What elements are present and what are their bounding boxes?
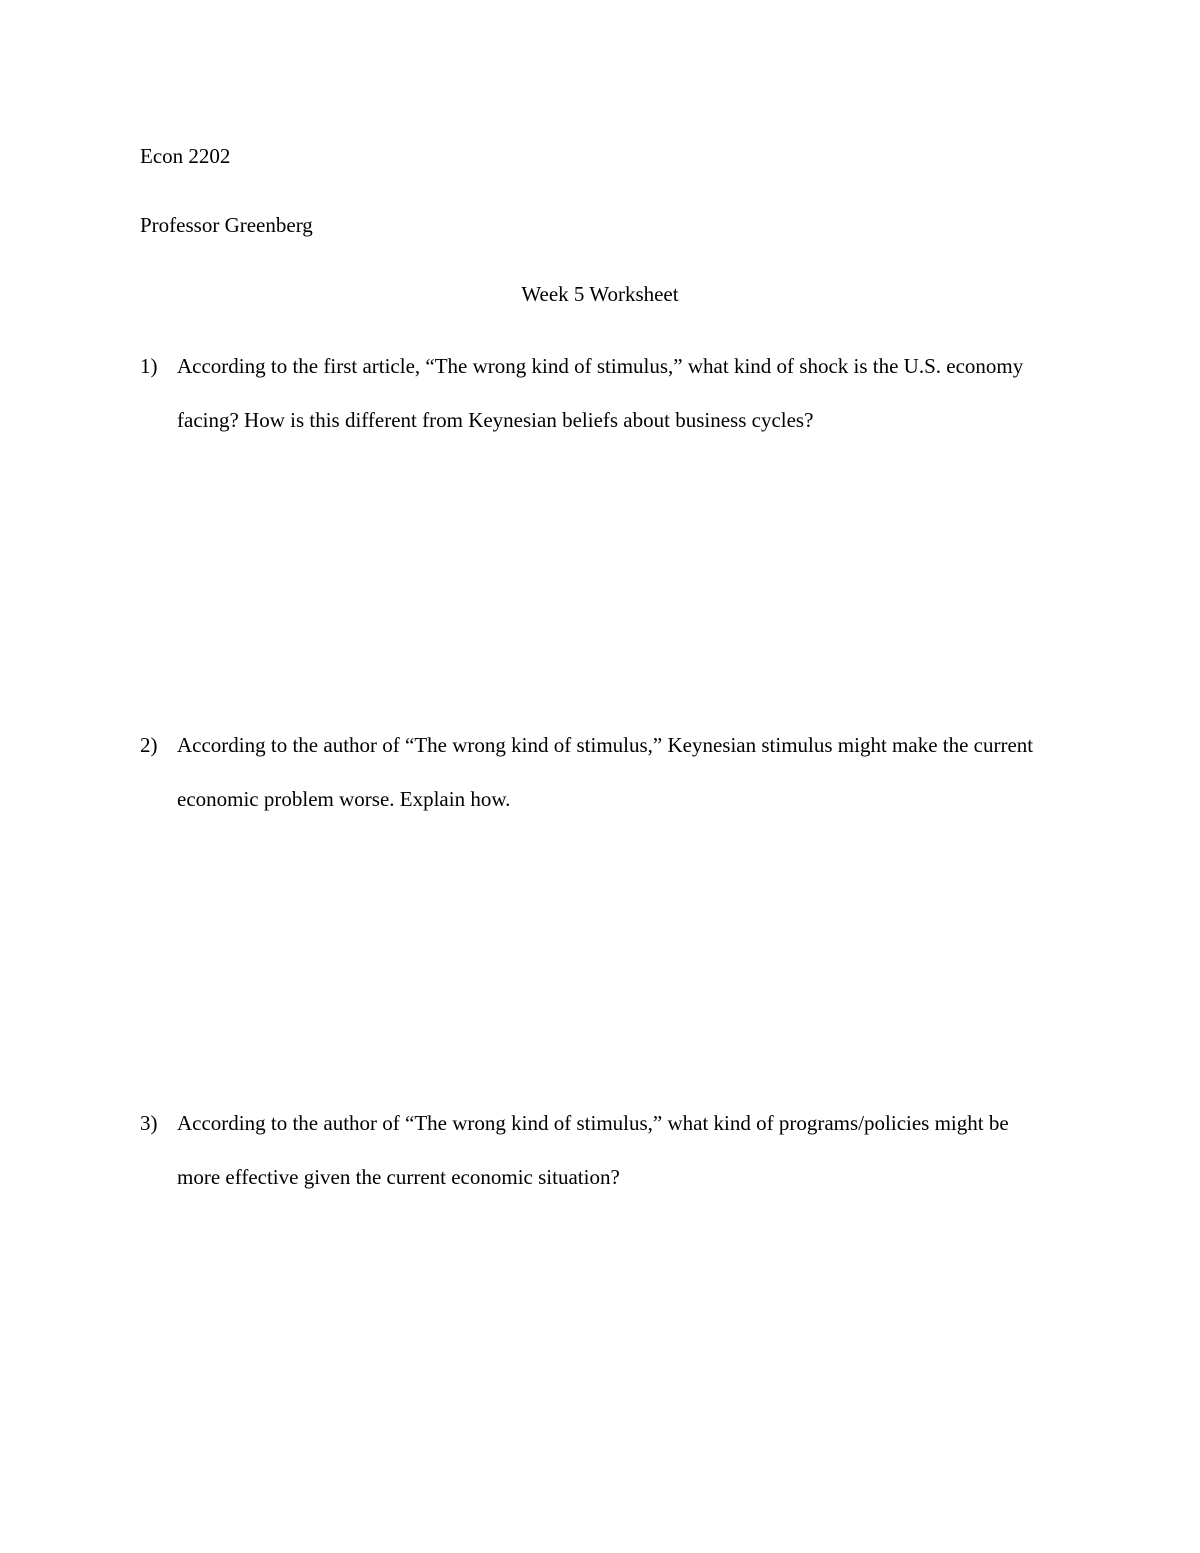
- professor-name: Professor Greenberg: [140, 213, 313, 237]
- question-1-text: According to the first article, “The wrong kind of stimulus,” what kind of shock is the U.S. economy facing? How is this different from Keynesian beliefs about business cycles?: [177, 354, 1024, 432]
- course-name: Econ 2202: [140, 144, 231, 168]
- question-1-number: 1): [140, 354, 158, 378]
- question-3-text: According to the author of “The wrong kind of stimulus,” what kind of programs/policies might be more effective given the current economic situation?: [177, 1111, 1009, 1189]
- worksheet-title: Week 5 Worksheet: [521, 282, 679, 306]
- question-2-text: According to the author of “The wrong kind of stimulus,” Keynesian stimulus might make the current economic problem worse. Explain how.: [177, 733, 1034, 811]
- question-3-number: 3): [140, 1111, 158, 1135]
- question-2-number: 2): [140, 733, 158, 757]
